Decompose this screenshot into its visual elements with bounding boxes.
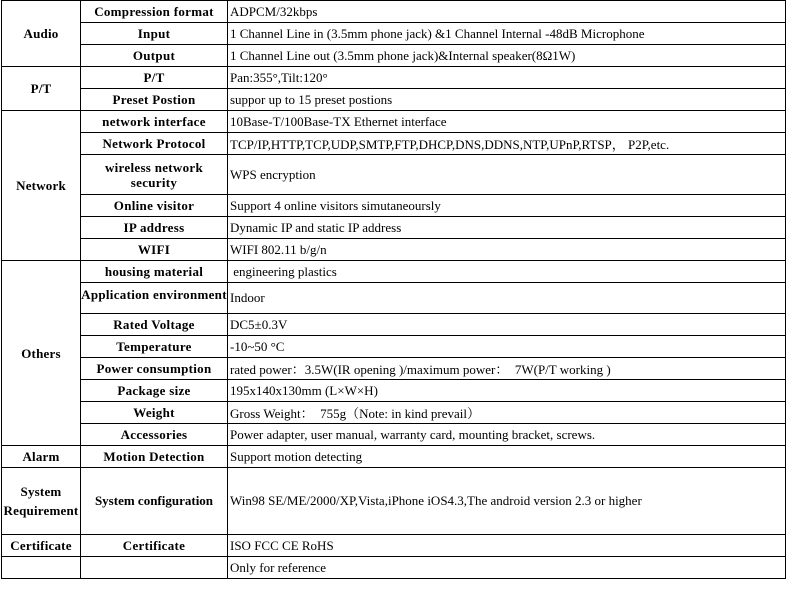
value-cell: WPS encryption (228, 155, 786, 195)
category-cell-certificate: Certificate (2, 535, 81, 557)
feature-cell: P/T (81, 67, 228, 89)
table-row (2, 314, 786, 336)
feature-cell: Output (81, 45, 228, 67)
feature-cell: Weight (81, 402, 228, 424)
table-row (2, 23, 786, 45)
table-row (2, 89, 786, 111)
category-cell-empty (2, 557, 81, 579)
value-cell: engineering plastics (228, 261, 786, 283)
table-row (2, 380, 786, 402)
feature-cell (81, 557, 228, 579)
category-cell-system-requirement: System Requirement (2, 468, 81, 535)
category-cell-alarm: Alarm (2, 446, 81, 468)
feature-cell: Power consumption (81, 358, 228, 380)
table-row (2, 45, 786, 67)
table-row (2, 446, 786, 468)
value-cell: Power adapter, user manual, warranty card, mounting bracket, screws. (228, 424, 786, 446)
value-cell: Pan:355°,Tilt:120° (228, 67, 786, 89)
feature-cell: Accessories (81, 424, 228, 446)
feature-cell: network interface (81, 111, 228, 133)
value-cell: Win98 SE/ME/2000/XP,Vista,iPhone iOS4.3,The android version 2.3 or higher (228, 468, 786, 535)
table-row (2, 111, 786, 133)
value-cell: Support motion detecting (228, 446, 786, 468)
spec-table (1, 0, 786, 579)
table-row (2, 283, 786, 314)
table-row (2, 557, 786, 579)
table-row (2, 336, 786, 358)
category-cell-audio: Audio (2, 1, 81, 67)
table-row (2, 195, 786, 217)
feature-cell: housing material (81, 261, 228, 283)
value-cell: 1 Channel Line out (3.5mm phone jack)&Internal speaker(8Ω1W) (228, 45, 786, 67)
category-cell-others: Others (2, 261, 81, 446)
table-row (2, 217, 786, 239)
table-row (2, 358, 786, 380)
table-row (2, 424, 786, 446)
feature-cell: WIFI (81, 239, 228, 261)
value-cell: ISO FCC CE RoHS (228, 535, 786, 557)
feature-cell: IP address (81, 217, 228, 239)
table-row (2, 239, 786, 261)
table-row (2, 468, 786, 535)
value-cell: DC5±0.3V (228, 314, 786, 336)
feature-cell: Motion Detection (81, 446, 228, 468)
value-cell: suppor up to 15 preset postions (228, 89, 786, 111)
category-cell-pt: P/T (2, 67, 81, 111)
value-cell: TCP/IP,HTTP,TCP,UDP,SMTP,FTP,DHCP,DNS,DDNS,NTP,UPnP,RTSP， P2P,etc. (228, 133, 786, 155)
value-cell: 195x140x130mm (L×W×H) (228, 380, 786, 402)
feature-cell: Temperature (81, 336, 228, 358)
feature-cell: wireless network security (81, 155, 228, 195)
feature-cell: Online visitor (81, 195, 228, 217)
value-cell: Support 4 online visitors simutaneoursly (228, 195, 786, 217)
feature-cell: System configuration (81, 468, 228, 535)
value-cell: 10Base-T/100Base-TX Ethernet interface (228, 111, 786, 133)
table-row (2, 535, 786, 557)
table-row (2, 402, 786, 424)
table-row (2, 1, 786, 23)
table-row (2, 133, 786, 155)
feature-cell: Compression format (81, 1, 228, 23)
table-row (2, 261, 786, 283)
table-row (2, 155, 786, 195)
feature-cell (81, 283, 228, 314)
category-cell-network: Network (2, 111, 81, 261)
feature-cell: Input (81, 23, 228, 45)
value-cell: Gross Weight： 755g（Note: in kind prevail） (228, 402, 786, 424)
value-cell: Indoor (228, 283, 786, 314)
feature-cell-text: Application environment (81, 287, 227, 302)
feature-cell: Package size (81, 380, 228, 402)
feature-cell: Certificate (81, 535, 228, 557)
value-cell: WIFI 802.11 b/g/n (228, 239, 786, 261)
value-cell: rated power：3.5W(IR opening )/maximum power： 7W(P/T working ) (228, 358, 786, 380)
feature-cell: Rated Voltage (81, 314, 228, 336)
feature-cell: Network Protocol (81, 133, 228, 155)
value-cell: 1 Channel Line in (3.5mm phone jack) &1 Channel Internal -48dB Microphone (228, 23, 786, 45)
value-cell: ADPCM/32kbps (228, 1, 786, 23)
feature-cell: Preset Postion (81, 89, 228, 111)
value-cell: -10~50 °C (228, 336, 786, 358)
table-row (2, 67, 786, 89)
value-cell: Only for reference (228, 557, 786, 579)
value-cell: Dynamic IP and static IP address (228, 217, 786, 239)
